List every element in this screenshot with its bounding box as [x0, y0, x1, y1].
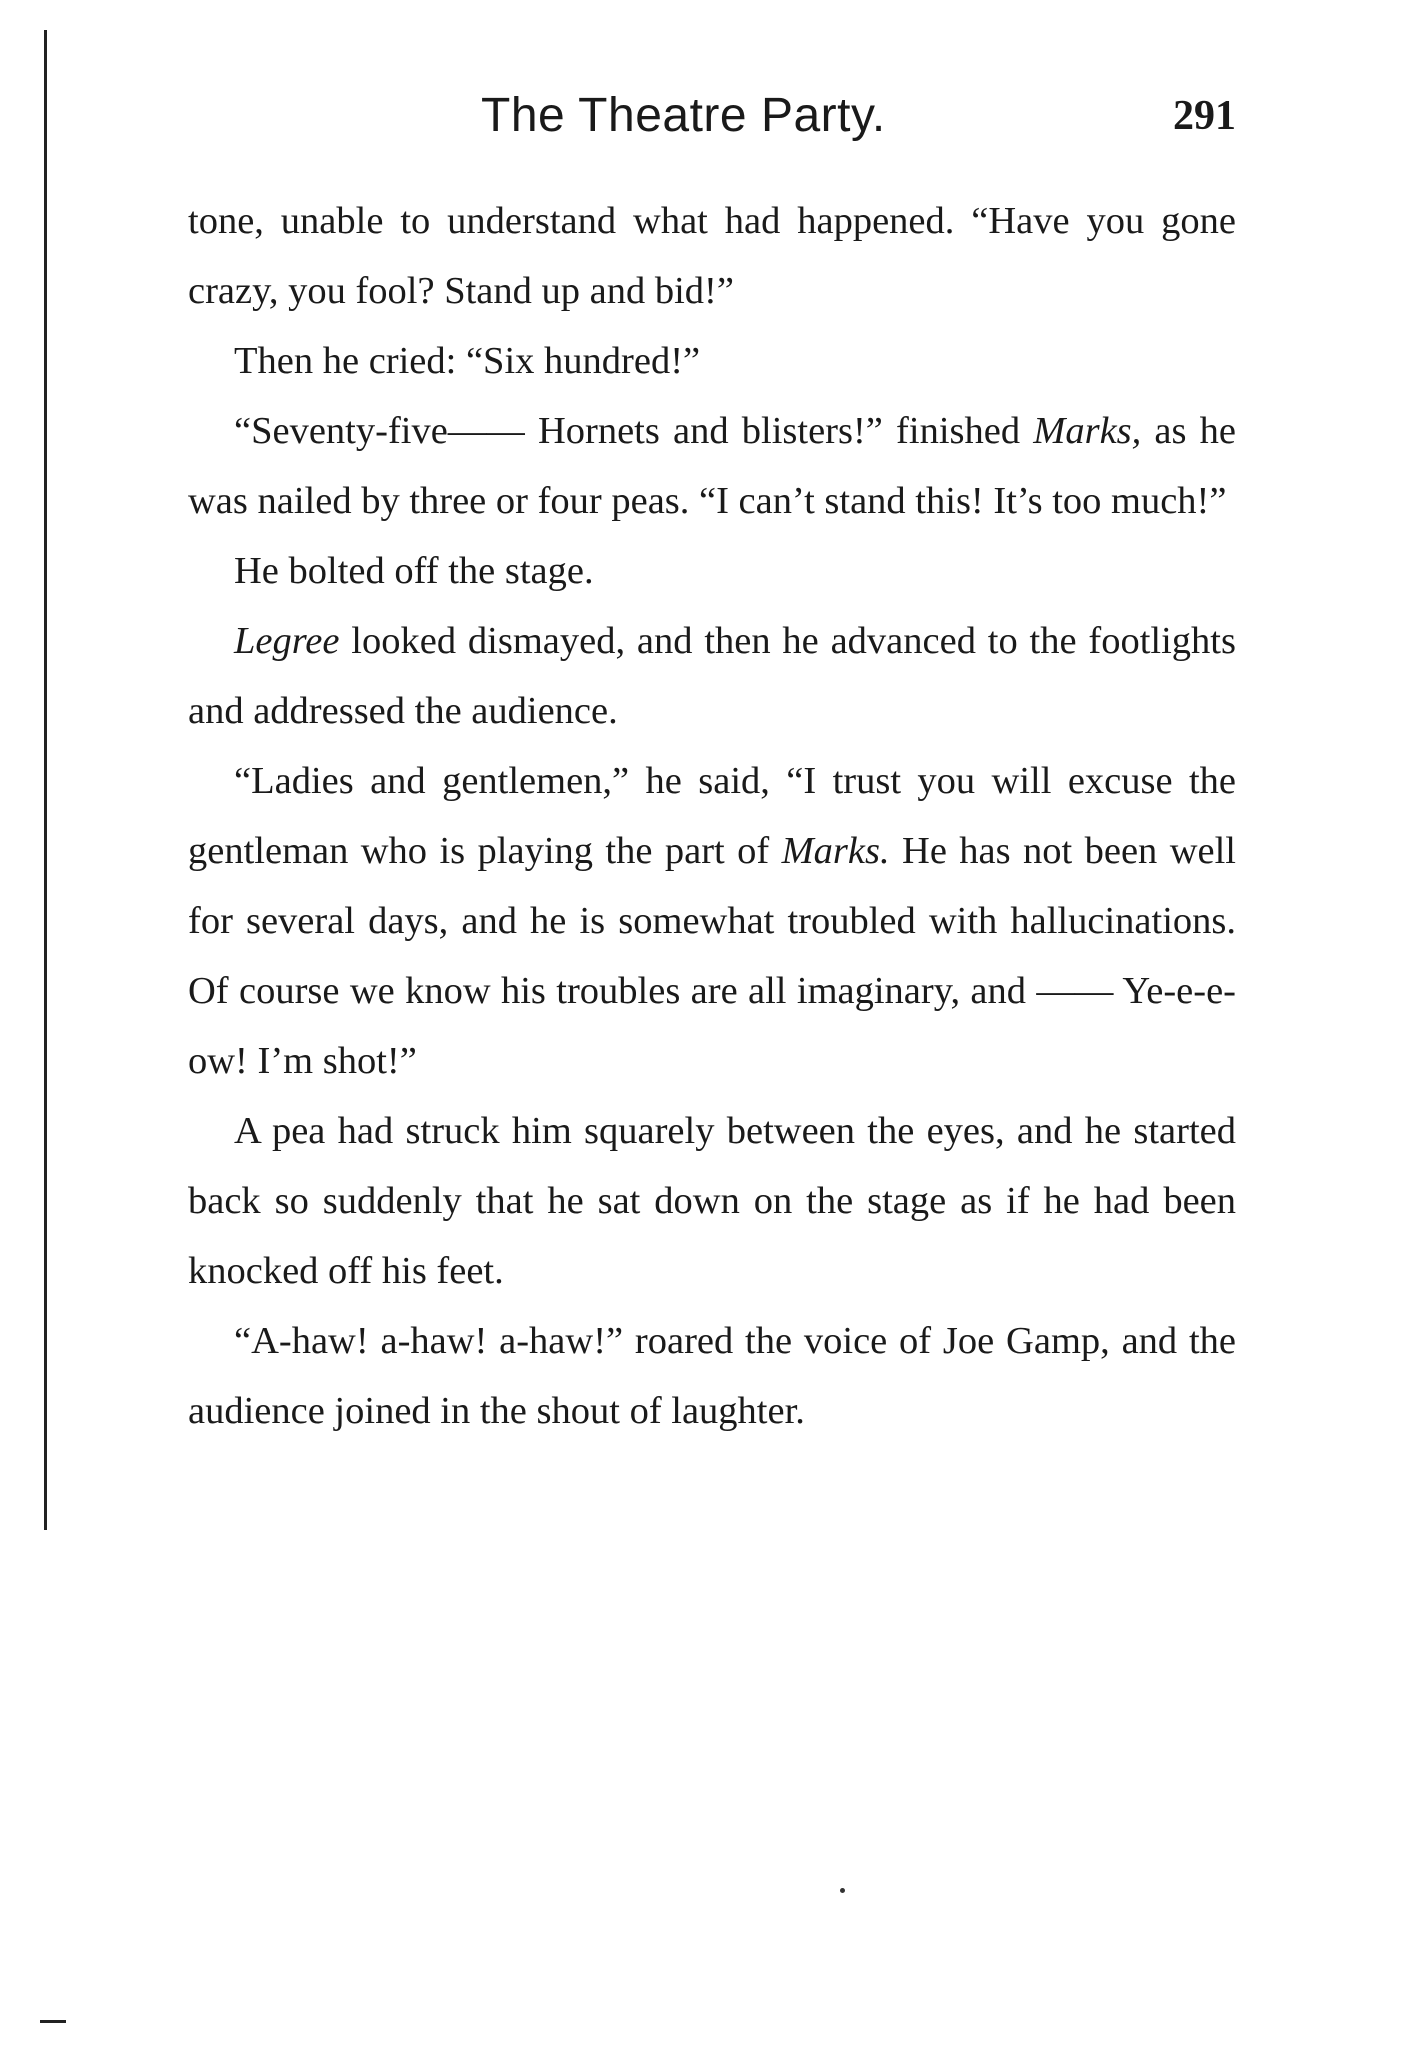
paragraph-text: tone, unable to understand what had happened. “Have you gone crazy, you fool? Stand up and bid!”	[188, 200, 1236, 312]
italic-name: Marks.	[781, 830, 890, 872]
paragraph-text: He has not been well for several days, and he is somewhat troubled with hallucinations. Of course we know his troubles are all imaginary, and —— Ye-e-e-ow! I’m shot!”	[188, 830, 1236, 1082]
scan-speck	[840, 1888, 845, 1893]
paragraph-3	[188, 396, 1236, 536]
binding-margin-line	[44, 30, 47, 1530]
running-header	[188, 88, 1236, 158]
paragraph-text: A pea had struck him squarely between the eyes, and he started back so suddenly that he sat down on the stage as if he had been knocked off his feet.	[188, 1110, 1236, 1292]
paragraph-text: “Ladies and gentlemen,” he said, “I trust you will excuse the gentleman who is playing the part of	[188, 760, 1236, 872]
scan-corner-mark	[40, 2020, 66, 2023]
italic-name: Legree	[234, 620, 340, 662]
paragraph-text: “Seventy-five—— Hornets and blisters!” finished	[234, 410, 1034, 452]
paragraph-7	[188, 1096, 1236, 1306]
paragraph-text: Then he cried: “Six hundred!”	[234, 340, 701, 382]
paragraph-text: “A-haw! a-haw! a-haw!” roared the voice of Joe Gamp, and the audience joined in the shout of laughter.	[188, 1320, 1236, 1432]
body-text	[188, 186, 1236, 1446]
paragraph-text: as he was nailed by three or four peas. “I can’t stand this! It’s too much!”	[188, 410, 1237, 522]
paragraph-4	[188, 536, 1236, 606]
paragraph-5	[188, 606, 1236, 746]
page-number: 291	[1173, 93, 1236, 139]
paragraph-6	[188, 746, 1236, 1096]
paragraph-8	[188, 1306, 1236, 1446]
italic-name: Marks,	[1033, 410, 1142, 452]
paragraph-2	[188, 326, 1236, 396]
paragraph-text: looked dismayed, and then he advanced to the footlights and addressed the audience.	[188, 620, 1236, 732]
paragraph-text: He bolted off the stage.	[234, 550, 594, 592]
paragraph-1	[188, 186, 1236, 326]
running-title: The Theatre Party.	[481, 89, 886, 142]
